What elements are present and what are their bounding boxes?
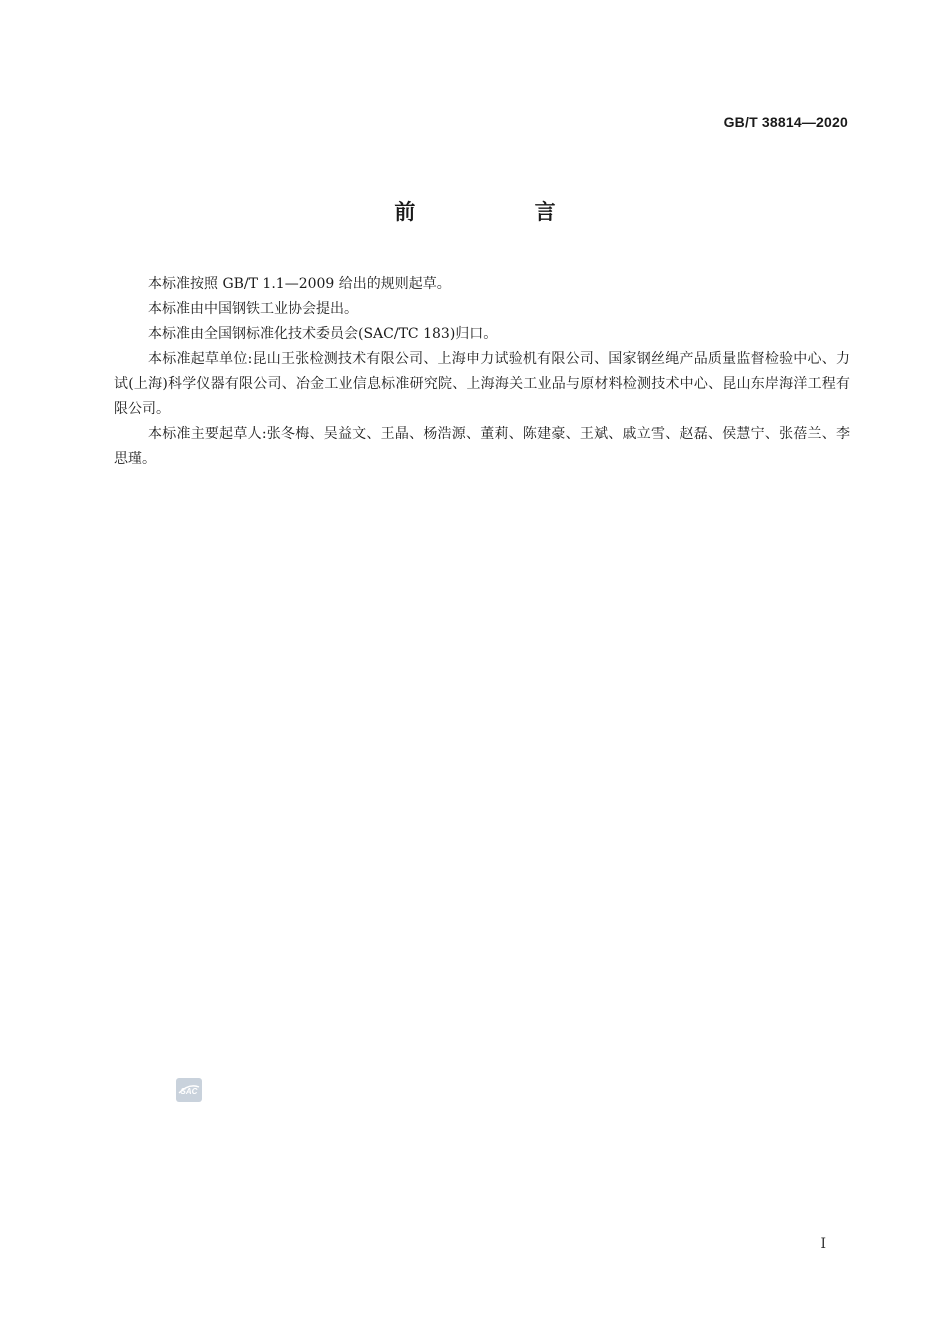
paragraph-drafters: 本标准主要起草人:张冬梅、吴益文、王晶、杨浩源、董莉、陈建豪、王斌、戚立雪、赵磊、侯慧宁、张蓓兰、李思瑾。 [114,426,850,467]
document-body [114,272,850,472]
paragraph-centralized-management: 本标准由全国钢标准化技术委员会(SAC/TC 183)归口。 [148,326,498,342]
paragraph-proposer: 本标准由中国钢铁工业协会提出。 [148,301,358,317]
standard-code-header: GB/T 38814—2020 [723,114,848,130]
paragraph-drafting-units: 本标准起草单位:昆山王张检测技术有限公司、上海申力试验机有限公司、国家钢丝绳产品质量监督检验中心、力试(上海)科学仪器有限公司、冶金工业信息标准研究院、上海海关工业品与原材料检测技术中心、昆山东岸海洋工程有限公司。 [114,351,850,417]
sac-watermark-logo [176,1078,202,1102]
page-title: 前 言 [394,200,612,224]
page-number: I [820,1236,826,1252]
svg-text:SAC: SAC [180,1087,198,1096]
paragraph-drafting-rules: 本标准按照 GB/T 1.1—2009 给出的规则起草。 [148,276,451,292]
